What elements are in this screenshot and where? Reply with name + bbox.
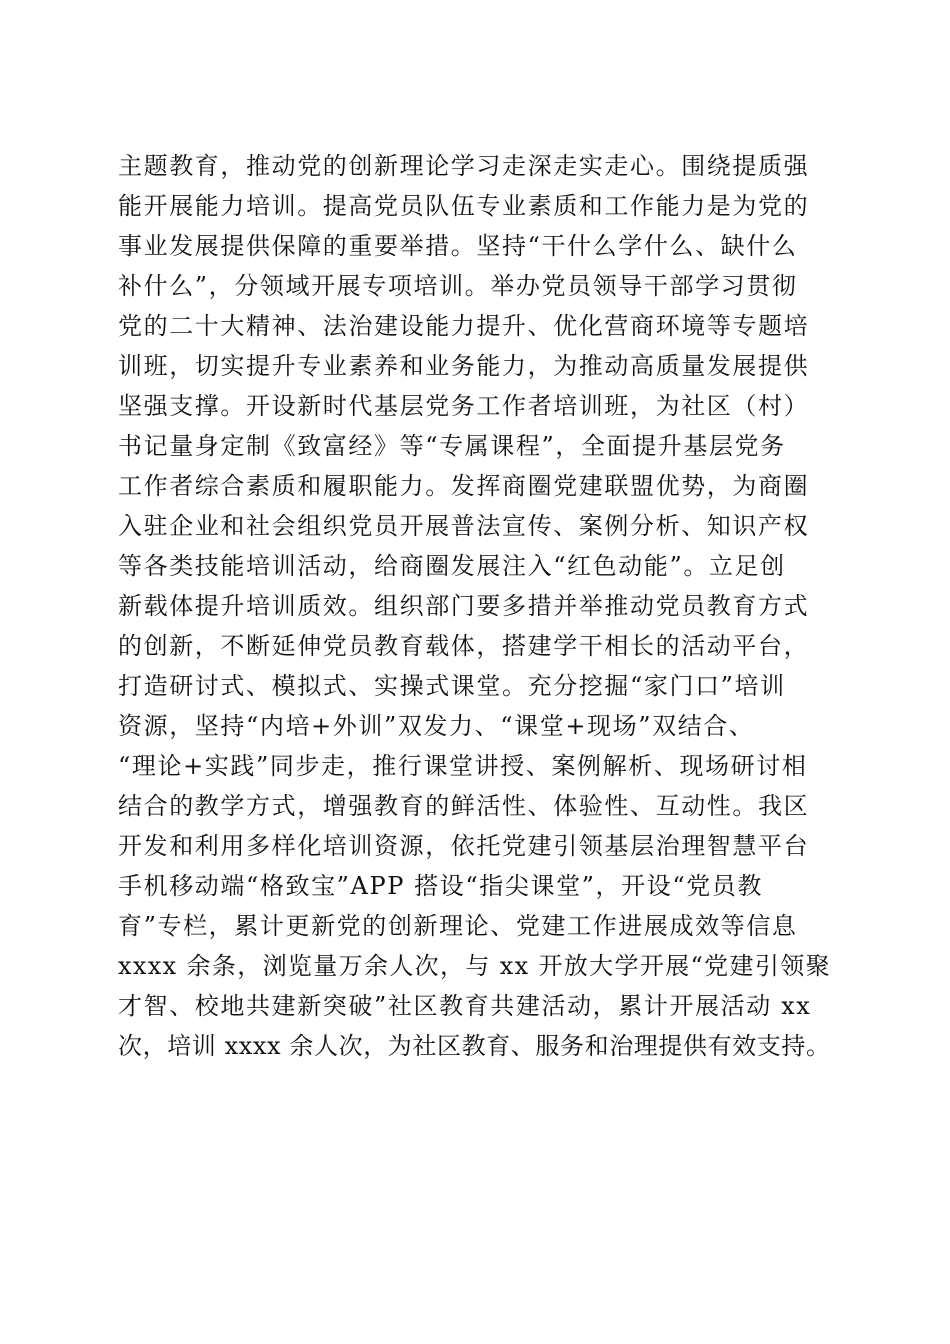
text-line: 事业发展提供保障的重要举措。坚持“干什么学什么、缺什么: [118, 232, 798, 260]
text-line: 工作者综合素质和履职能力。发挥商圈党建联盟优势，为商圈: [118, 472, 810, 500]
text-line: xxxx 余条，浏览量万余人次，与 xx 开放大学开展“党建引领聚: [118, 952, 831, 980]
text-line: 打造研讨式、模拟式、实操式课堂。充分挖掘“家门口”培训: [118, 672, 786, 700]
text-line: 党的二十大精神、法治建设能力提升、优化营商环境等专题培: [118, 312, 810, 340]
text-line: 补什么”，分领域开展专项培训。举办党员领导干部学习贯彻: [118, 272, 798, 300]
text-line: “理论+实践”同步走，推行课堂讲授、案例解析、现场研讨相: [118, 752, 808, 780]
text-line: 等各类技能培训活动，给商圈发展注入“红色动能”。立足创: [118, 552, 786, 580]
text-line: 结合的教学方式，增强教育的鲜活性、体验性、互动性。我区: [118, 792, 810, 820]
body-paragraph: [118, 146, 838, 1066]
text-line: 资源，坚持“内培+外训”双发力、“课堂+现场”双结合、: [118, 712, 755, 740]
text-line: 的创新，不断延伸党员教育载体，搭建学干相长的活动平台，: [118, 632, 810, 660]
text-line: 入驻企业和社会组织党员开展普法宣传、案例分析、知识产权: [118, 512, 810, 540]
text-line: 坚强支撑。开设新时代基层党务工作者培训班，为社区（村）: [118, 392, 810, 420]
text-line: 手机移动端“格致宝”APP 搭设“指尖课堂”，开设“党员教: [118, 872, 764, 900]
text-line: 育”专栏，累计更新党的创新理论、党建工作进展成效等信息: [118, 912, 798, 940]
text-line: 开发和利用多样化培训资源，依托党建引领基层治理智慧平台: [118, 832, 810, 860]
text-line: 书记量身定制《致富经》等“专属课程”，全面提升基层党务: [118, 432, 786, 460]
text-line: 主题教育，推动党的创新理论学习走深走实走心。围绕提质强: [118, 152, 810, 180]
text-line: 训班，切实提升专业素养和业务能力，为推动高质量发展提供: [118, 352, 810, 380]
text-line: 次，培训 xxxx 余人次，为社区教育、服务和治理提供有效支持。: [118, 1032, 831, 1060]
text-line: 能开展能力培训。提高党员队伍专业素质和工作能力是为党的: [118, 192, 810, 220]
text-line: 新载体提升培训质效。组织部门要多措并举推动党员教育方式: [118, 592, 810, 620]
text-line: 才智、校地共建新突破”社区教育共建活动，累计开展活动 xx: [118, 992, 812, 1020]
